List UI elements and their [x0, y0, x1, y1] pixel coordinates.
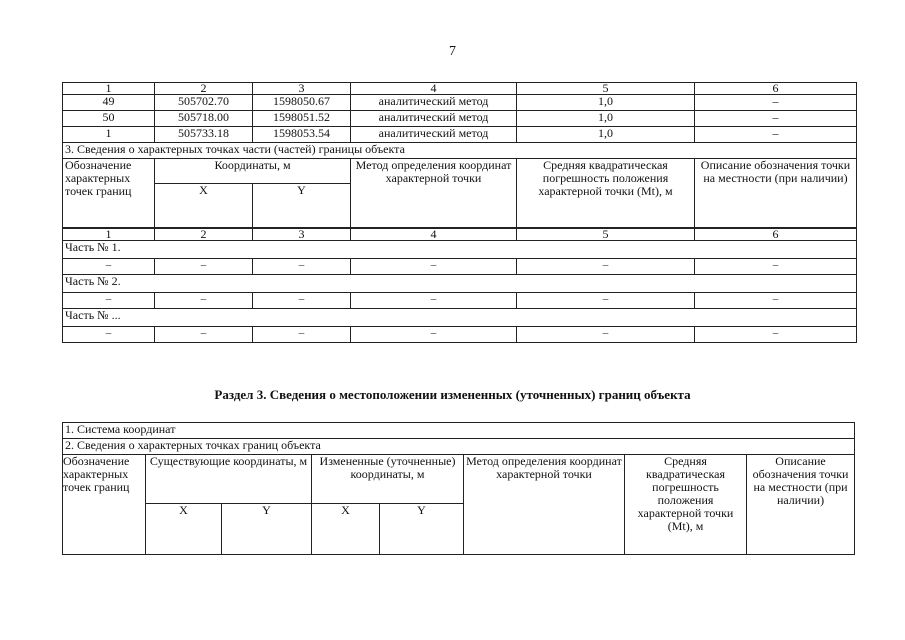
empty-dash: –: [517, 259, 695, 275]
header-row: [63, 159, 857, 184]
header-error: Средняя квадратическая погрешность положения характерной точки (Mt), м: [517, 159, 695, 229]
header-x-changed: X: [312, 504, 380, 555]
col-number: 4: [351, 83, 517, 95]
empty-dash: –: [695, 259, 857, 275]
coord-x: 505718.00: [155, 111, 253, 127]
header-row: [63, 455, 855, 504]
col-number: 4: [351, 228, 517, 241]
method: аналитический метод: [351, 111, 517, 127]
column-number-row: [63, 83, 857, 95]
part-label-row: [63, 309, 857, 327]
col-number: 6: [695, 228, 857, 241]
boundary-points-label: 2. Сведения о характерных точках границ объекта: [63, 439, 855, 455]
empty-dash: –: [253, 259, 351, 275]
empty-dash: –: [695, 293, 857, 309]
table-row: [63, 111, 857, 127]
table-row: [63, 127, 857, 143]
description: –: [695, 127, 857, 143]
error: 1,0: [517, 127, 695, 143]
method: аналитический метод: [351, 127, 517, 143]
col-number: 6: [695, 83, 857, 95]
col-number: 1: [63, 228, 155, 241]
table-row: [63, 293, 857, 309]
col-number: 1: [63, 83, 155, 95]
header-x: X: [155, 184, 253, 229]
point-number: 49: [63, 95, 155, 111]
error: 1,0: [517, 111, 695, 127]
coord-y: 1598051.52: [253, 111, 351, 127]
empty-dash: –: [517, 327, 695, 343]
part-label-row: [63, 275, 857, 293]
empty-dash: –: [63, 293, 155, 309]
header-method: Метод определения координат характерной точки: [464, 455, 625, 555]
section-row: [63, 143, 857, 159]
section-heading: Раздел 3. Сведения о местоположении измененных (уточненных) границ объекта: [214, 387, 691, 402]
section-row: [63, 439, 855, 455]
point-number: 1: [63, 127, 155, 143]
coord-system-row: [63, 423, 855, 439]
error: 1,0: [517, 95, 695, 111]
table-row: [63, 95, 857, 111]
col-number: 3: [253, 228, 351, 241]
point-number: 50: [63, 111, 155, 127]
empty-dash: –: [155, 259, 253, 275]
empty-dash: –: [155, 327, 253, 343]
header-changed-coords: Измененные (уточненные) координаты, м: [312, 455, 464, 504]
part-label: Часть № 1.: [63, 241, 857, 259]
empty-dash: –: [351, 327, 517, 343]
header-designation: Обозначение характерных точек границ: [63, 159, 155, 229]
header-method: Метод определения координат характерной точки: [351, 159, 517, 229]
header-y-existing: Y: [222, 504, 312, 555]
section-3-title: 3. Сведения о характерных точках части (частей) границы объекта: [63, 143, 857, 159]
header-y-changed: Y: [380, 504, 464, 555]
empty-dash: –: [253, 327, 351, 343]
empty-dash: –: [695, 327, 857, 343]
empty-dash: –: [63, 327, 155, 343]
header-x-existing: X: [146, 504, 222, 555]
description: –: [695, 95, 857, 111]
changed-boundaries-table: [62, 422, 855, 555]
column-number-row: [63, 228, 857, 241]
col-number: 5: [517, 228, 695, 241]
empty-dash: –: [517, 293, 695, 309]
header-y: Y: [253, 184, 351, 229]
empty-dash: –: [351, 293, 517, 309]
description: –: [695, 111, 857, 127]
boundary-points-table: [62, 82, 857, 343]
header-designation: Обозначение характерных точек границ: [63, 455, 146, 555]
empty-dash: –: [253, 293, 351, 309]
empty-dash: –: [63, 259, 155, 275]
method: аналитический метод: [351, 95, 517, 111]
part-label: Часть № 2.: [63, 275, 857, 293]
part-label: Часть № ...: [63, 309, 857, 327]
header-description: Описание обозначения точки на местности (при наличии): [747, 455, 855, 555]
coord-x: 505702.70: [155, 95, 253, 111]
coordinate-system-label: 1. Система координат: [63, 423, 855, 439]
coord-x: 505733.18: [155, 127, 253, 143]
coord-y: 1598050.67: [253, 95, 351, 111]
header-description: Описание обозначения точки на местности (при наличии): [695, 159, 857, 229]
coord-y: 1598053.54: [253, 127, 351, 143]
empty-dash: –: [155, 293, 253, 309]
header-coordinates: Координаты, м: [155, 159, 351, 184]
col-number: 2: [155, 228, 253, 241]
empty-dash: –: [351, 259, 517, 275]
header-error: Средняя квадратическая погрешность положения характерной точки (Mt), м: [625, 455, 747, 555]
header-existing-coords: Существующие координаты, м: [146, 455, 312, 504]
col-number: 3: [253, 83, 351, 95]
part-label-row: [63, 241, 857, 259]
table-row: [63, 259, 857, 275]
col-number: 5: [517, 83, 695, 95]
page-number: 7: [449, 44, 456, 59]
table-row: [63, 327, 857, 343]
col-number: 2: [155, 83, 253, 95]
